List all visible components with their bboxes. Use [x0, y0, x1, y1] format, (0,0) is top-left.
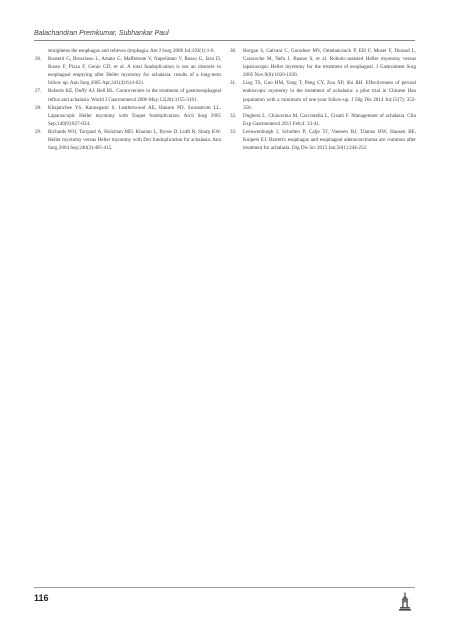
publisher-logo-icon: [398, 592, 412, 612]
reference-number: 27.: [35, 88, 42, 95]
reference-number: 28.: [35, 104, 42, 111]
reference-entry: [35, 128, 221, 152]
reference-entry: [230, 79, 416, 111]
footer-divider: [34, 587, 415, 588]
running-header-authors: Balachandran Premkumar, Subhankar Paul: [34, 30, 169, 37]
reference-number: 33.: [230, 128, 237, 135]
reference-text: Leeuwenburgh I, Scholten P, Calje TJ, Vaessen RJ, Tilanus HW, Hansen BE, Kuipers EJ. Barrett's esophagus and esophageal adenocarcinoma are common after treatment for achalasia. Dig Dis Sci 2013 Jan;58(1):244-252.: [243, 128, 416, 152]
reference-number: 29.: [35, 128, 42, 135]
reference-text: Ling TS, Guo HM, Yang T, Peng CY, Zou XP, Shi RH. Effectiveness of peroral endoscopic myotomy in the treatment of achalasia: a pilot trial in Chinese Han population with a minimum of one-year follow-up. J Dig Dis 2014 Jul;15(7): 352-358.: [243, 80, 416, 111]
page-number: 116: [34, 593, 49, 603]
reference-entry: [230, 128, 416, 152]
reference-entry: [230, 112, 416, 128]
reference-entry: [35, 55, 221, 87]
reference-entry: [35, 47, 221, 55]
reference-text: Richards WO, Torquati A, Holzman MD, Khaitan L, Byrne D, Lutfi R, Sharp KW. Heller myotomy versus Heller myotomy with Dor fundoplication for achalasia. Ann Surg 2004 Sep;240(3):405-415.: [48, 128, 221, 152]
references-left-column: [35, 47, 221, 152]
reference-text: Roberts KE, Duffy AJ, Bell RL. Controversies in the treatment of gastroesophageal reflux and achalasia. World J Gastroenterol 2006 May;12(20):3155-3161.: [48, 88, 221, 103]
reference-text: Khajanchee YS, Kanneganti S, Leatherwood AE, Hansen PD, Swanstrom LL. Laparoscopic Heller myotomy with Toupet fundoplication. Arch Surg 2005 Sep;140(9):827-834.: [48, 104, 221, 127]
reference-text: straightens the esophagus and relieves dysphagia. Am J Surg 2006 Jul;192(1):1-8.: [48, 48, 215, 54]
header-divider: [34, 40, 415, 41]
reference-number: 32.: [230, 112, 237, 119]
reference-number: 31.: [230, 80, 237, 87]
reference-text: Dughera L, Chiaverina M, Cacciotella L, Cisarò F. Management of achalasia. Clin Exp Gastroenterol 2011 Feb;4: 33-41.: [243, 112, 416, 127]
reference-entry: [230, 47, 416, 79]
reference-text: Rossetti G, Brusciano L, Amato G, Maffettone V, Napolitano V, Russo G, Izzo D, Russo F, Pizza F, Genio GD, et al. A total fundoplication is not an obstacle to esophageal emptying after Heller myotomy for achalasia: results of a long-term follow up. Ann Surg 2005 Apr;241(4):614-621.: [48, 56, 221, 87]
reference-text: Horgan S, Galvani C, Gorodner MV, Omelanczuck P, Elli F, Moser F, Durand L, Caracoche M, Nefa J, Bustos S, et al. Robotic-assisted Heller myotomy versus laparoscopic Heller myotomy for the treatment of esophageal. J Gastrointest Surg 2005 Nov;9(8):1020-1030.: [243, 48, 416, 79]
reference-entry: [35, 87, 221, 103]
reference-entry: [35, 104, 221, 128]
reference-number: 26.: [35, 56, 42, 63]
reference-number: 30.: [230, 48, 237, 54]
references-right-column: [230, 47, 416, 152]
